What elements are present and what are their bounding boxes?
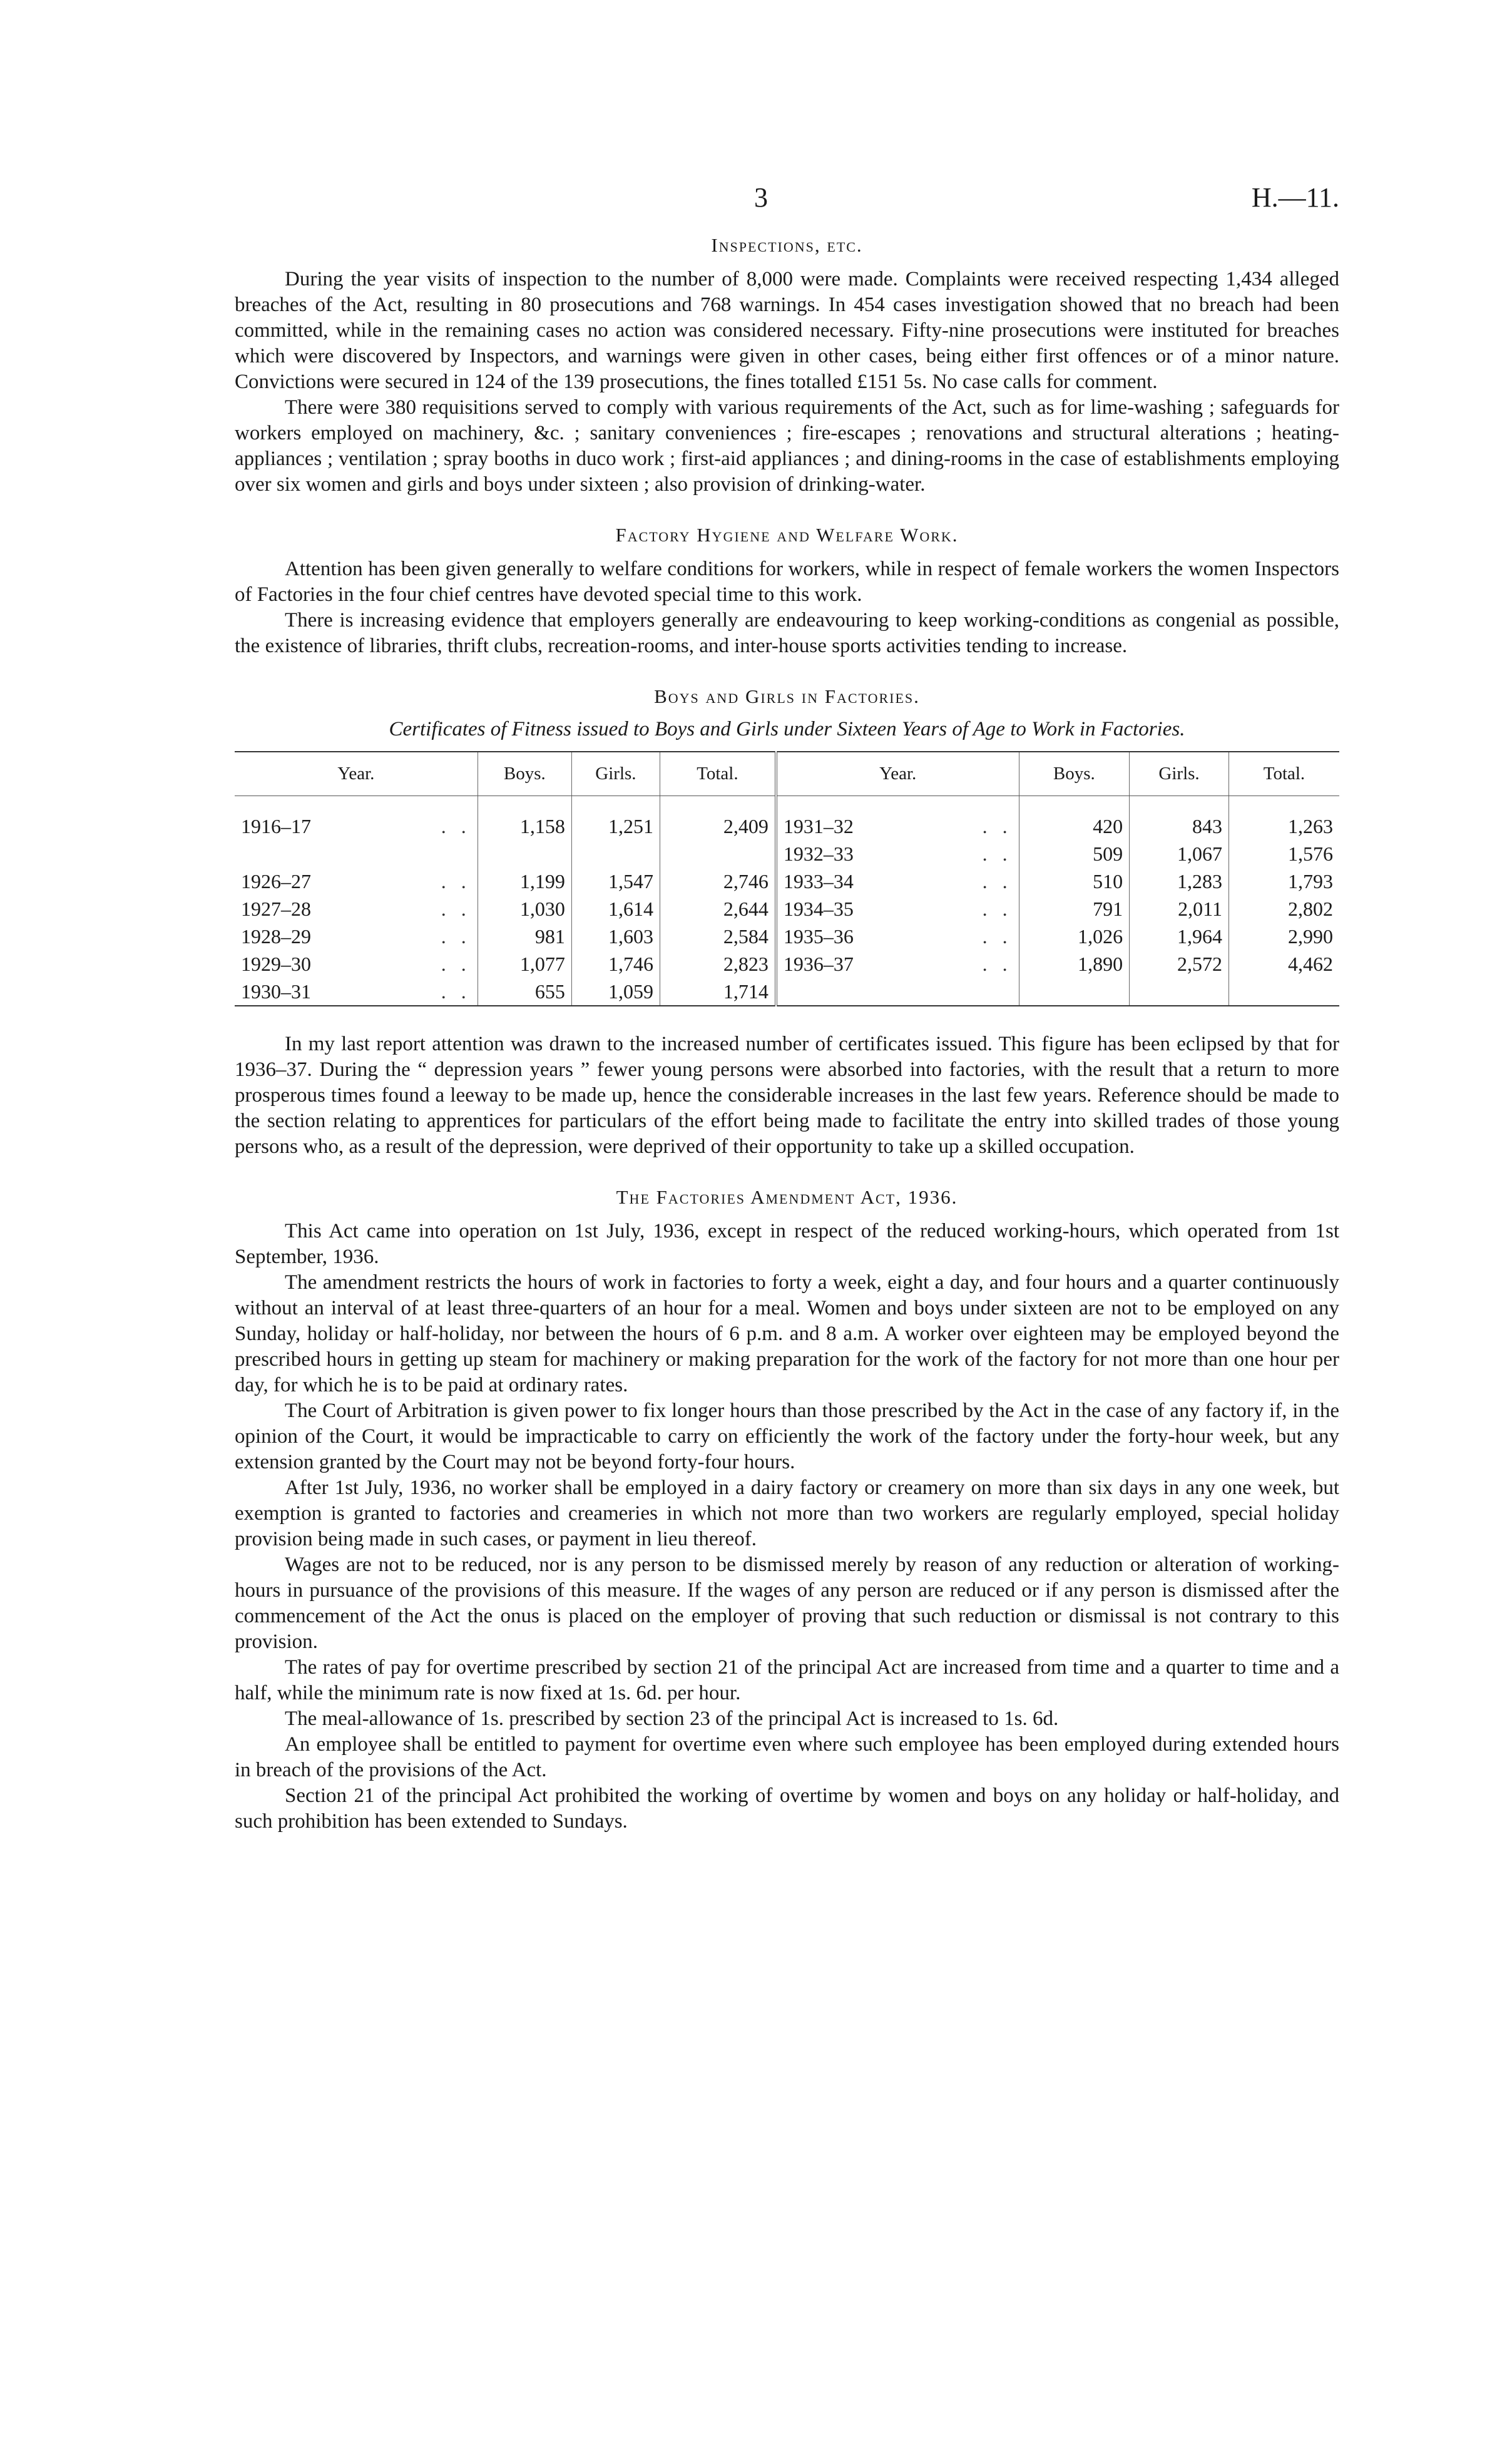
table-row <box>235 867 1339 895</box>
header-year: Year. <box>776 752 1019 796</box>
table-row <box>235 812 1339 840</box>
leader-dots: . . <box>441 898 471 920</box>
year-cell: 1928–29 <box>241 925 311 948</box>
paragraph: During the year visits of inspection to the number of 8,000 were made. Complaints were received respecting 1,434 alleged breaches of the Act, resulting in 80 prosecutions and 768 warnings. In 454 cases investigation showed that no breach had been committed, while in the remaining cases no action was considered necessary. Fifty-nine prosecutions were instituted for breaches which were discovered by Inspectors, and warnings were given in other cases, being either first offences or of a minor nature. Convictions were secured in 124 of the 139 prosecutions, the fines totalled £151 5s. No case calls for comment. <box>235 268 1339 393</box>
table-row <box>235 840 1339 867</box>
total-cell: 4,462 <box>1228 950 1339 978</box>
leader-dots: . . <box>982 953 1013 975</box>
total-cell: 2,802 <box>1228 895 1339 923</box>
year-cell: 1927–28 <box>241 898 311 920</box>
paragraph: An employee shall be entitled to payment for overtime even where such employee has been employed during extended hours in breach of the provisions of the Act. <box>235 1733 1339 1781</box>
total-cell: 1,576 <box>1228 840 1339 867</box>
header-boys: Boys. <box>478 752 571 796</box>
document-code: H.—11. <box>1251 182 1339 213</box>
year-cell: 1929–30 <box>241 953 311 975</box>
table-row <box>235 923 1339 950</box>
girls-cell: 1,746 <box>571 950 660 978</box>
year-cell: 1935–36 <box>783 925 854 948</box>
girls-cell: 1,251 <box>571 812 660 840</box>
paragraph: There is increasing evidence that employers generally are endeavouring to keep working-conditions as congenial as possible, the existence of libraries, thrift clubs, recreation-rooms, and inter-house sports activities tending to increase. <box>235 609 1339 657</box>
leader-dots: . . <box>441 980 471 1003</box>
document-page <box>235 182 1339 1835</box>
paragraph: Wages are not to be reduced, nor is any person to be dismissed merely by reason of any reduction or alteration of working-hours in pursuance of the provisions of this measure. If the wages of any person are reduced or if any person is dismissed after the commencement of the Act the onus is placed on the employer of proving that such reduction or dismissal is not contrary to this provision. <box>235 1553 1339 1653</box>
total-cell: 1,714 <box>660 978 776 1006</box>
girls-cell: 1,067 <box>1130 840 1229 867</box>
paragraph: The rates of pay for overtime prescribed by section 21 of the principal Act are increased from time and a quarter to time and a half, while the minimum rate is now fixed at 1s. 6d. per hour. <box>235 1656 1339 1704</box>
boys-cell: 1,030 <box>478 895 571 923</box>
total-cell: 2,584 <box>660 923 776 950</box>
total-cell: 2,409 <box>660 812 776 840</box>
year-cell: 1934–35 <box>783 898 854 920</box>
girls-cell: 1,603 <box>571 923 660 950</box>
paragraph: The Court of Arbitration is given power to fix longer hours than those prescribed by the Act in the case of any factory if, in the opinion of the Court, it would be impracticable to carry on efficiently the work of the factory under the forty-hour week, but any extension granted by the Court may not be beyond forty-four hours. <box>235 1400 1339 1473</box>
certificates-table <box>235 751 1339 1006</box>
boys-cell: 1,026 <box>1019 923 1130 950</box>
boys-cell: 509 <box>1019 840 1130 867</box>
total-cell: 2,644 <box>660 895 776 923</box>
girls-cell: 1,964 <box>1130 923 1229 950</box>
boys-cell: 1,890 <box>1019 950 1130 978</box>
header-year: Year. <box>235 752 478 796</box>
year-cell: 1936–37 <box>783 953 854 975</box>
girls-cell: 2,572 <box>1130 950 1229 978</box>
girls-cell: 1,547 <box>571 867 660 895</box>
table-row <box>235 950 1339 978</box>
section-title-amendment: The Factories Amendment Act, 1936. <box>616 1186 958 1208</box>
paragraph: The amendment restricts the hours of work in factories to forty a week, eight a day, and four hours and a quarter continuously without an interval of at least three-quarters of an hour for a meal. Women and boys under sixteen are not to be employed on any Sunday, holiday or half-holiday, nor between the hours of 6 p.m. and 8 a.m. A worker over eighteen may be employed beyond the prescribed hours in getting up steam for machinery or making preparation for the work of the factory for not more than one hour per day, for which he is to be paid at ordinary rates. <box>235 1271 1339 1396</box>
leader-dots: . . <box>441 815 471 837</box>
leader-dots: . . <box>441 925 471 948</box>
leader-dots: . . <box>982 925 1013 948</box>
total-cell: 1,263 <box>1228 812 1339 840</box>
paragraph: Section 21 of the principal Act prohibited the working of overtime by women and boys on any holiday or half-holiday, and such prohibition has been extended to Sundays. <box>235 1784 1339 1833</box>
leader-dots: . . <box>982 842 1013 865</box>
paragraph: The meal-allowance of 1s. prescribed by section 23 of the principal Act is increased to 1s. 6d. <box>285 1707 1059 1730</box>
year-cell: 1931–32 <box>783 815 854 837</box>
header-total: Total. <box>1228 752 1339 796</box>
boys-cell: 420 <box>1019 812 1130 840</box>
total-cell: 1,793 <box>1228 867 1339 895</box>
paragraph: After 1st July, 1936, no worker shall be employed in a dairy factory or creamery on more than six days in any one week, but exemption is granted to factories and creameries in which not more than two workers are regularly employed, special holiday provision being made in such cases, or payment in lieu thereof. <box>235 1476 1339 1550</box>
leader-dots: . . <box>982 898 1013 920</box>
boys-cell: 791 <box>1019 895 1130 923</box>
page-number: 3 <box>754 182 768 213</box>
leader-dots: . . <box>441 870 471 893</box>
boys-cell: 1,077 <box>478 950 571 978</box>
boys-cell: 1,199 <box>478 867 571 895</box>
section-title-hygiene: Factory Hygiene and Welfare Work. <box>615 524 959 546</box>
header-boys: Boys. <box>1019 752 1130 796</box>
header-girls: Girls. <box>1130 752 1229 796</box>
year-cell: 1916–17 <box>241 815 311 837</box>
header-total: Total. <box>660 752 776 796</box>
year-cell: 1930–31 <box>241 980 311 1003</box>
total-cell: 2,746 <box>660 867 776 895</box>
girls-cell: 1,059 <box>571 978 660 1006</box>
boys-cell: 1,158 <box>478 812 571 840</box>
total-cell: 2,823 <box>660 950 776 978</box>
leader-dots: . . <box>441 953 471 975</box>
girls-cell: 843 <box>1130 812 1229 840</box>
section-title-inspections: Inspections, etc. <box>711 234 863 256</box>
paragraph: There were 380 requisitions served to comply with various requirements of the Act, such as for lime-washing ; safeguards for workers employed on machinery, &c. ; sanitary conveniences ; fire-escapes ; renovations and structural alterations ; heating-appliances ; ventilation ; spray booths in duco work ; first-aid appliances ; and dining-rooms in the case of establishments employing over six women and girls and boys under sixteen ; also provision of drinking-water. <box>235 396 1339 496</box>
leader-dots: . . <box>982 870 1013 893</box>
girls-cell: 1,614 <box>571 895 660 923</box>
running-head <box>235 182 1339 225</box>
table-caption: Certificates of Fitness issued to Boys and Girls under Sixteen Years of Age to Work in Factories. <box>389 718 1185 740</box>
boys-cell: 655 <box>478 978 571 1006</box>
boys-cell: 981 <box>478 923 571 950</box>
paragraph: Attention has been given generally to welfare conditions for workers, while in respect of female workers the women Inspectors of Factories in the four chief centres have devoted special time to this work. <box>235 558 1339 606</box>
section-title-boys-girls: Boys and Girls in Factories. <box>654 685 920 707</box>
header-girls: Girls. <box>571 752 660 796</box>
table-header-row <box>235 752 1339 796</box>
table-row <box>235 895 1339 923</box>
girls-cell: 1,283 <box>1130 867 1229 895</box>
girls-cell: 2,011 <box>1130 895 1229 923</box>
paragraph: In my last report attention was drawn to the increased number of certificates issued. This figure has been eclipsed by that for 1936–37. During the “ depression years ” fewer young persons were absorbed into factories, with the result that a return to more prosperous times found a leeway to be made up, hence the considerable increases in the last few years. Reference should be made to the section relating to apprentices for particulars of the effort being made to facilitate the entry into skilled trades of those young persons who, as a result of the depression, were deprived of their opportunity to take up a skilled occupation. <box>235 1033 1339 1158</box>
paragraph: This Act came into operation on 1st July, 1936, except in respect of the reduced working-hours, which operated from 1st September, 1936. <box>235 1220 1339 1268</box>
year-cell: 1926–27 <box>241 870 311 893</box>
year-cell: 1932–33 <box>783 842 854 865</box>
table-row <box>235 978 1339 1006</box>
total-cell: 2,990 <box>1228 923 1339 950</box>
leader-dots: . . <box>982 815 1013 837</box>
boys-cell: 510 <box>1019 867 1130 895</box>
year-cell: 1933–34 <box>783 870 854 893</box>
